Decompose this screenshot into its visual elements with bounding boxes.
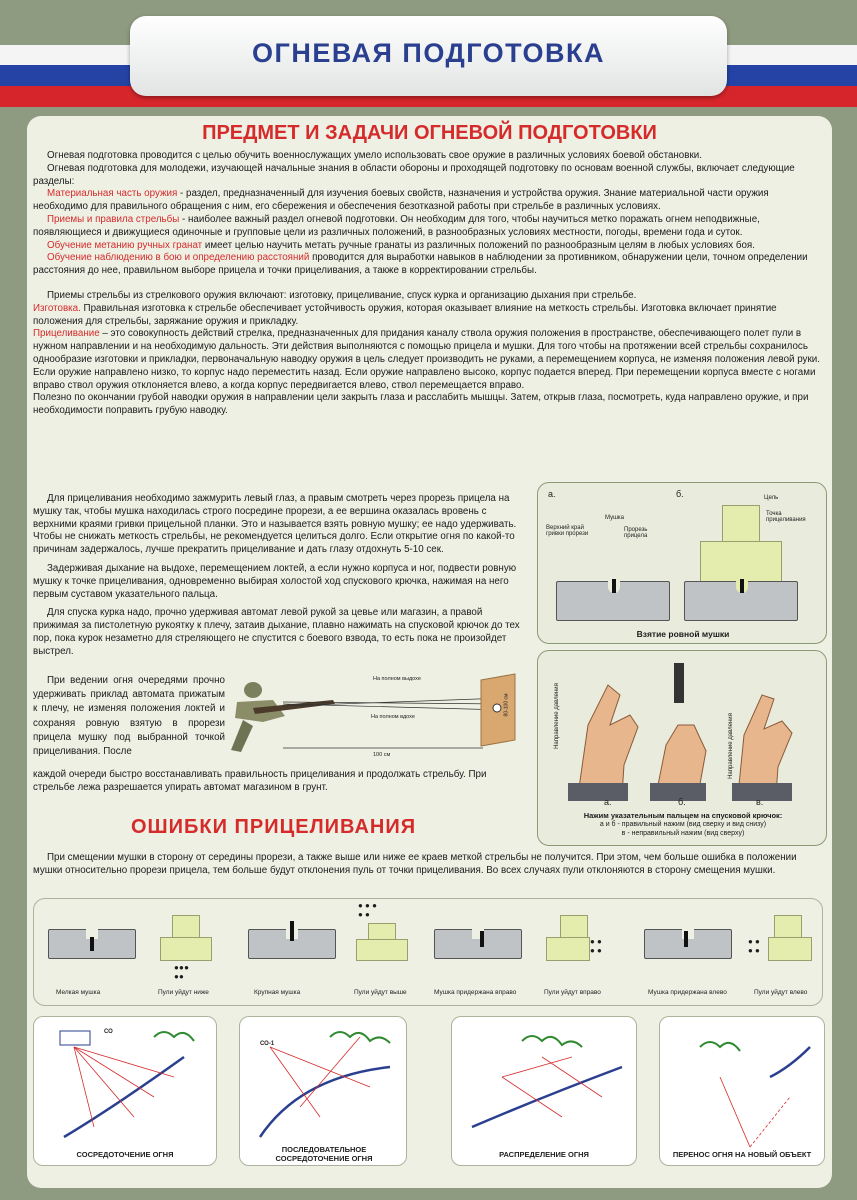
sight-caption: Взятие ровной мушки [636,629,730,639]
term: Прицеливание [33,328,100,340]
term-text: - раздел, предназначенный для изучения боевых свойств, назначения и устройства оружия. Знание материальной части оружия необходимо для правильного обращения с ним, его сбережения и обеспечения безотказной работы при стрельбе в различных условиях. [33,188,769,213]
bullet-dots: ● ● ● ● [590,937,602,955]
label-aim-point: Точка прицеливания [766,511,806,523]
term-text: – это совокупность действий стрелка, предназначенных для придания каналу ствола оружия положения в пространстве, обеспечивающего полет пули в нужном направлении и на необходимую дальность. Эти действия выполняются с помощью прицела и мушки. Для того чтобы на протяжении всей стрельбы сохранилось однообразие изготовки и прикладки, первоначальную наводку оружия в цель следует производить не руками, а перемещением корпуса, не изменяя положения левой руки. Если оружие направлено низко, то корпус надо переместить назад. Если оружие направлено высоко, корпус подается вперед. При перемещении корпуса вместе с ногами вправо ствол оружия отклоняется влево, а когда корпус передвигается влево, ствол перемещается вправо. [33,328,820,391]
paragraph: Задерживая дыхание на выдохе, перемещением локтей, а если нужно корпуса и ног, подвести ровную мушку к точке прицеливания, одновременно выбирая холостой ход спускового крючка, нажимая на него первым суставом указательного пальца. [33,562,517,600]
hand-c-icon [738,695,792,795]
term-text: имеет целью научить метать ручные гранаты из различных положений по разнообразным целям в любых условиях боя. [202,239,755,251]
term-text: проводится для выработки навыков в наблюдении за противником, обнаружении цели, точном определении расстояния до нее, правильном выборе прицела и точки прицеливания, а также в корректировании стрельбы. [33,252,808,277]
target-shape [768,937,812,961]
tactic-caption: ПЕРЕНОС ОГНЯ НА НОВЫЙ ОБЪЕКТ [672,1150,812,1159]
target-shape [172,915,200,939]
direction-label: Направление давления [727,713,734,779]
fire-distribution-icon [452,1017,638,1167]
bullet-dots: ● ● ● ● ● [358,901,377,919]
tactic-caption: СОСРЕДОТОЧЕНИЕ ОГНЯ [76,1150,174,1159]
paragraph: При смещении мушки в сторону от середины прорези, а также выше или ниже ее краев меткой стрельбы не получится. При этом, чем больше ошибка в положении мушки относительно прорези прицела, тем больше будут отклонения пуль от точки прицеливания. Во всех случаях пули отклоняются в сторону смещения мушки. [33,852,797,876]
label-a: а. [604,797,612,807]
paragraph [33,240,826,253]
target-shape [160,937,212,961]
section-heading-subject: ПРЕДМЕТ И ЗАДАЧИ ОГНЕВОЙ ПОДГОТОВКИ [202,122,657,144]
hands-caption: Нажим указательным пальцем на спусковой крючок: [583,811,783,820]
label-a: а. [548,489,556,499]
helmet-icon [244,682,262,698]
term-text: - наиболее важный раздел огневой подготовки. Он необходим для того, чтобы научиться метко поражать огнем неподвижные, появляющиеся и движущиеся одиночные и групповые цели из различных положений, в разнообразных условиях местности, погоды, времени года и суток. [33,213,760,238]
tactic-tag: СО-1 [260,1041,275,1047]
term: Приемы и правила стрельбы [47,213,180,225]
section-heading-errors: ОШИБКИ ПРИЦЕЛИВАНИЯ [131,816,417,838]
label-full-exhale: На полном выдохе [373,676,421,682]
error-sight-label: Мелкая мушка [56,989,101,996]
hands-caption-2: а и б - правильный нажим (вид сверху и вид снизу) [599,821,767,828]
label-side: 80-100 см [503,693,510,717]
sight-figure [537,482,827,644]
target-shape [560,915,588,939]
term-text: Правильная изготовка к стрельбе обеспечивает устойчивость оружия, которая оказывает влияние на меткость стрельбы. Изготовка включает принятие положения для стрельбы, заряжание оружия и прикладку. [33,302,777,327]
fire-transfer-icon [660,1017,826,1167]
hands-figure [537,650,827,846]
shooter-figure [223,672,523,758]
paragraph [33,303,826,329]
paragraph [33,252,826,278]
fire-concentration-icon [34,1017,218,1167]
tactic-tag: СО [104,1029,113,1035]
target-shape [356,939,408,961]
sleeve-icon [568,783,628,801]
term: Обучение наблюдению в бою и определению расстояний [47,252,310,264]
bullet-dots: ● ● ● ● ● [174,963,188,981]
tactic-caption: РАСПРЕДЕЛЕНИЕ ОГНЯ [499,1150,589,1159]
error-sight-label: Крупная мушка [254,989,301,996]
target-shape [774,915,802,939]
error-result-label: Пули уйдут выше [354,989,407,996]
label-distance: 100 см [373,752,391,758]
error-sight-label: Мушка придержана влево [648,989,727,996]
paragraph: Для прицеливания необходимо зажмурить левый глаз, а правым смотреть через прорезь прицела на мушку так, чтобы мушка находилась строго посредине прорези, а ее вершина оказалась вровень с верхними краями гривки прицельной планки. Это и называется взять ровную мушку; ее надо удерживать. Чтобы не снижать меткость стрельбы, не рекомендуется целиться долго. Если открытие огня по какой-то причинам задержалось, лучше прекратить прицеливание и дать глазу отдохнуть 5-10 сек. [33,493,517,556]
hands-caption-3: в - неправильный нажим (вид сверху) [621,830,745,837]
burst-text [33,674,225,759]
paragraph: каждой очереди быстро восстанавливать правильность прицеливания и продолжать стрельбу. При стрельбе лежа разрешается упирать автомат магазином в грунт. [33,769,487,793]
intro-text [33,150,826,418]
target-shape [722,505,760,545]
tactic-diagram [451,1016,637,1166]
burst-text-cont [33,769,525,795]
label-mushka: Мушка [605,515,624,521]
term: Обучение метанию ручных гранат [47,239,203,251]
hands-illustration [538,655,828,801]
paragraph: Огневая подготовка для молодежи, изучающей начальные знания в области обороны и проходящей подготовку по основам военной службы, включает следующие разделы: [33,162,795,187]
tactic-diagram [239,1016,407,1166]
paragraph: Для спуска курка надо, прочно удерживая автомат левой рукой за цевье или магазин, а правой прижимая за пистолетную рукоятку к плечу, затаив дыхание, плавно нажимать на спусковой крючок до тех пор, пока курок незаметно для стреляющего не спустится с боевого взвода, то есть пока не произойдет выстрел. [33,607,520,657]
paragraph [33,328,826,392]
tactic-diagram [659,1016,825,1166]
label-b: б. [678,797,686,807]
leg-icon [231,720,253,752]
hand-a-icon [578,685,638,795]
tactic-caption: ПОСЛЕДОВАТЕЛЬНОЕ СОСРЕДОТОЧЕНИЕ ОГНЯ [275,1145,373,1163]
error-sight-label: Мушка придержана вправо [434,989,517,996]
paragraph: При ведении огня очередями прочно удерживать приклад автомата прижатым к плечу, не изменяя положения локтей и сохраняя ровную взятую в прорези прицела мушку под выбранной точкой прицеливания. После [33,675,225,758]
bullet-dots: ● ● ● ● [748,937,760,955]
aiming-errors-box [33,898,823,1006]
errors-text [33,852,826,878]
label-c: в. [756,797,764,807]
label-target: Цель [764,495,779,501]
title-plate [130,16,727,96]
page-title: ОГНЕВАЯ ПОДГОТОВКА [252,38,605,68]
target-shape [546,937,590,961]
paragraph [33,188,826,214]
label-upper-edge: Верхний край гривки прорези [546,525,589,537]
term: Изготовка. [33,302,81,314]
label-proreze: Прорезь прицела [624,527,648,539]
label-b: б. [676,489,684,499]
paragraph: Приемы стрельбы из стрелкового оружия включают: изготовку, прицеливание, спуск курка и организацию дыхания при стрельбе. [47,289,637,301]
paragraph: Полезно по окончании грубой наводки оружия в направлении цели закрыть глаза и расслабить мышцы. Затем, открыв глаза, посмотреть, куда направлено оружие, и при необходимости поправить грубую наводку. [33,392,809,417]
error-result-label: Пули уйдут вправо [544,989,601,996]
term: Материальная часть оружия [47,188,178,200]
error-result-label: Пули уйдут влево [754,989,808,996]
error-result-label: Пули уйдут ниже [158,989,209,996]
tactic-diagram [33,1016,217,1166]
direction-label: Направление давления [553,683,560,749]
paragraph [33,214,826,240]
label-full-inhale: На полном вдохе [371,714,415,720]
paragraph: Огневая подготовка проводится с целью обучить военнослужащих умело использовать свое оружие в различных условиях боевой обстановки. [47,150,702,161]
aiming-text [33,493,525,659]
trigger-icon [674,663,684,703]
main-panel [27,116,832,1188]
